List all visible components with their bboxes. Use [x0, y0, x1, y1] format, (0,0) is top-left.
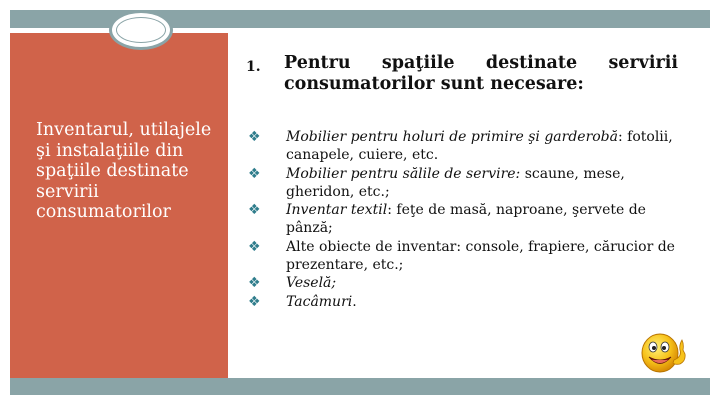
heading-text: [284, 53, 678, 95]
bottom-accent-band: [10, 378, 710, 395]
slide-badge-inner-ring: [116, 17, 166, 43]
item-text: : fotolii, canapele, cuiere, etc.: [286, 129, 673, 164]
item-text: Alte obiecte de inventar: console, frapiere, cărucior de prezentare, etc.;: [286, 238, 675, 274]
list-item: [248, 201, 688, 238]
diamond-bullet-icon: ❖: [248, 165, 261, 182]
slide-badge: [109, 10, 173, 50]
smiley-thumbs-up-icon: [636, 330, 686, 376]
slide-title: Inventarul, utilajele şi instalaţiile din spaţiile destinate servirii consumatorilor: [36, 120, 212, 222]
diamond-bullet-icon: ❖: [248, 129, 261, 145]
requirements-list: [248, 128, 688, 311]
diamond-bullet-icon: ❖: [248, 238, 261, 255]
diamond-bullet-icon: ❖: [248, 293, 261, 310]
list-item: [248, 293, 688, 311]
list-item: [248, 165, 688, 202]
item-text: .: [352, 293, 357, 310]
list-item: [248, 238, 688, 275]
item-text: scaune, mese, gheridon, etc.;: [286, 165, 625, 200]
item-lead: Tacâmuri: [286, 293, 353, 310]
diamond-bullet-icon: ❖: [248, 275, 261, 292]
heading-number: 1.: [246, 59, 261, 75]
list-item: [248, 128, 688, 165]
item-lead: Mobilier pentru holuri de primire şi garderobă: [286, 129, 618, 145]
item-lead: Inventar textil: [286, 202, 388, 219]
item-lead: Mobilier pentru sălile de servire:: [286, 165, 521, 182]
list-item: [248, 274, 688, 292]
section-heading: [246, 53, 678, 95]
item-text: : feţe de masă, naproane, şervete de pânză;: [286, 202, 646, 237]
heading-line-2: consumatorilor sunt necesare:: [284, 74, 584, 94]
heading-line-1: Pentru spaţiile destinate servirii: [284, 53, 678, 73]
diamond-bullet-icon: ❖: [248, 202, 261, 219]
item-lead: Veselă;: [286, 275, 337, 292]
